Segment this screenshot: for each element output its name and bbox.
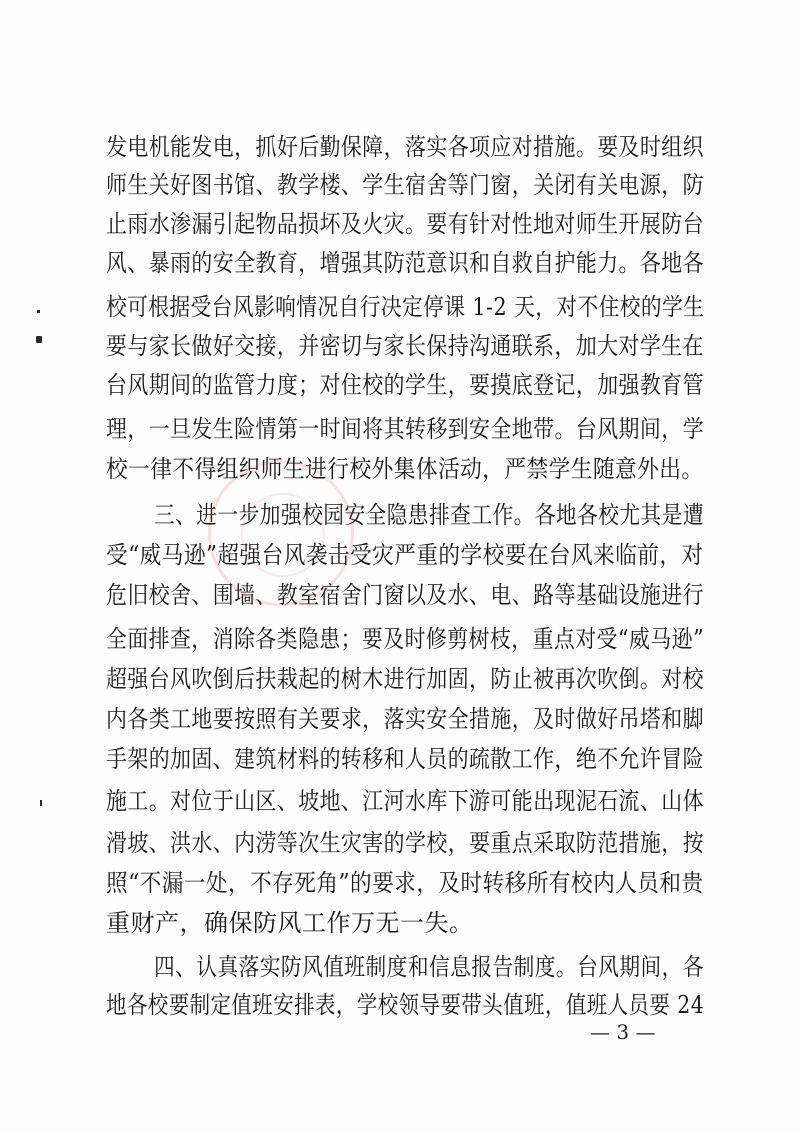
text-line: 全面排查，消除各类隐患；要及时修剪树枝，重点对受“威马逊” [106, 625, 705, 653]
margin-mark-dash [40, 800, 42, 806]
text-line: 手架的加固、建筑材料的转移和人员的疏散工作，绝不允许冒险 [106, 745, 704, 773]
text-line: 重财产，确保防风工作万无一失。 [106, 909, 474, 937]
page-number: — 3 — [590, 1020, 656, 1044]
text-line: 要与家长做好交接，并密切与家长保持沟通联系，加大对学生在 [106, 332, 704, 360]
section-heading-line: 三、进一步加强校园安全隐患排查工作。各地各校尤其是遭 [154, 501, 704, 529]
text-line: 台风期间的监管力度；对住校的学生，要摸底登记，加强教育管 [106, 371, 704, 399]
text-line: 滑坡、洪水、内涝等次生灾害的学校，要重点采取防范措施，按 [106, 829, 704, 857]
text-line: 理，一旦发生险情第一时间将其转移到安全地带。台风期间，学 [106, 415, 704, 443]
text-line: 发电机能发电，抓好后勤保障，落实各项应对措施。要及时组织 [106, 133, 704, 161]
text-line: 内各类工地要按照有关要求，落实安全措施，及时做好吊塔和脚 [106, 705, 704, 733]
text-line: 校可根据受台风影响情况自行决定停课 1-2 天，对不住校的学生 [106, 293, 705, 321]
text-line: 施工。对位于山区、坡地、江河水库下游可能出现泥石流、山体 [106, 787, 704, 815]
margin-mark-arrow [36, 336, 42, 343]
text-line: 照“不漏一处，不存死角”的要求，及时转移所有校内人员和贵 [106, 869, 704, 897]
text-line: 校一律不得组织师生进行校外集体活动，严禁学生随意外出。 [106, 455, 704, 483]
text-line: 受“威马逊”超强台风袭击受灾严重的学校要在台风来临前，对 [106, 541, 704, 569]
text-line: 师生关好图书馆、教学楼、学生宿舍等门窗，关闭有关电源，防 [106, 171, 704, 199]
section-heading-line: 四、认真落实防风值班制度和信息报告制度。台风期间，各 [154, 953, 704, 981]
text-line: 地各校要制定值班安排表，学校领导要带头值班，值班人员要 24 [106, 991, 705, 1019]
text-line: 止雨水渗漏引起物品损坏及火灾。要有针对性地对师生开展防台 [106, 210, 704, 238]
text-line: 风、暴雨的安全教育，增强其防范意识和自救自护能力。各地各 [106, 249, 704, 277]
margin-mark-dot [37, 310, 40, 313]
text-line: 超强台风吹倒后扶栽起的树木进行加固，防止被再次吹倒。对校 [106, 665, 704, 693]
text-line: 危旧校舍、围墙、教室宿舍门窗以及水、电、路等基础设施进行 [106, 581, 704, 609]
